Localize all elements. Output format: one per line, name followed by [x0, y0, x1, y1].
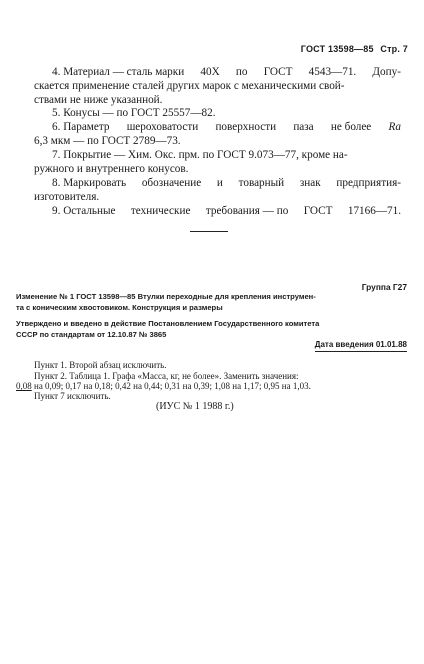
item-7-line-2: ружного и внутреннего конусов.: [34, 163, 189, 175]
page-number: Стр. 7: [380, 44, 408, 54]
amendment-point-2-line-2: 0,08 на 0,09; 0,17 на 0,18; 0,42 на 0,44; 0,31 на 0,39; 1,08 на 1,17; 0,95 на 1,03.: [16, 381, 311, 391]
approval-line-2: СССР по стандартам от 12.10.87 № 3865: [16, 330, 167, 339]
item-4-line-3: ствами не ниже указанной.: [34, 94, 163, 106]
ius-reference: (ИУС № 1 1988 г.): [156, 401, 234, 412]
item-5: 5. Конусы — по ГОСТ 25557—82.: [52, 107, 216, 119]
amendment-point-1: Пункт 1. Второй абзац исключить.: [34, 360, 167, 370]
amendment-title-line-1: Изменение № 1 ГОСТ 13598—85 Втулки переходные для крепления инструмен-: [16, 292, 316, 301]
page-header: [301, 44, 408, 54]
item-4-line-2: скается применение сталей других марок с механическими свой-: [34, 80, 345, 92]
item-8-line-2: изготовителя.: [34, 191, 100, 203]
standard-number: ГОСТ 13598—85: [300, 44, 374, 54]
item-6-line-2: 6,3 мкм — по ГОСТ 2789—73.: [34, 135, 181, 147]
item-6-line-1: 6. Параметр шероховатости поверхности паза не более Ra: [52, 121, 401, 133]
item-7-line-1: 7. Покрытие — Хим. Окс. прм. по ГОСТ 9.073—77, кроме на-: [52, 149, 348, 161]
item-4-line-1: 4. Материал — сталь марки 40Х по ГОСТ 4543—71. Допу-: [52, 66, 401, 78]
effective-date: Дата введения 01.01.88: [315, 340, 407, 352]
amendment-title-line-2: та с коническим хвостовиком. Конструкция и размеры: [16, 303, 223, 312]
amendment-point-3: Пункт 7 исключить.: [34, 391, 111, 401]
section-divider: [190, 231, 228, 232]
amendment-point-2-line-1: Пункт 2. Таблица 1. Графа «Масса, кг, не более». Заменить значения:: [34, 371, 299, 381]
group-label: Группа Г27: [361, 282, 407, 292]
item-9: 9. Остальные технические требования — по ГОСТ 17166—71.: [52, 205, 401, 217]
item-8-line-1: 8. Маркировать обозначение и товарный знак предприятия-: [52, 177, 401, 189]
approval-line-1: Утверждено и введено в действие Постановлением Государственного комитета: [16, 319, 320, 328]
